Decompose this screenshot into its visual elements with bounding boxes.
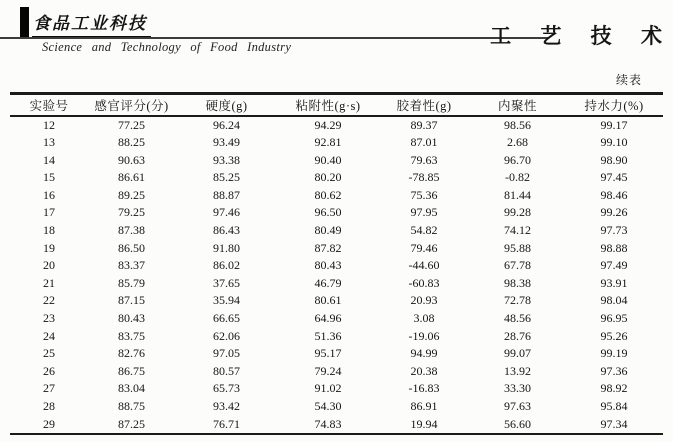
table-row [10,152,663,170]
table-cell: 96.95 [600,311,628,326]
table-cell: 96.50 [314,205,342,220]
table-cell: 64.96 [314,311,342,326]
column-header: 粘附性(g·s) [278,94,378,116]
table-cell: 98.88 [600,240,628,255]
table-cell: 91.02 [314,381,342,396]
table-cell: 54.30 [314,399,342,413]
table-cell: 88.75 [118,399,145,413]
table-cell: 80.20 [314,170,342,185]
table-cell: 15 [43,170,55,185]
column-header: 持水力(%) [565,94,663,116]
table-cell: 33.30 [504,381,531,396]
table-row [10,363,663,381]
section-title: 工 艺 技 术 [490,24,673,48]
table-cell: 86.02 [213,258,240,273]
table-cell: 86.43 [213,223,240,238]
table-cell: 28.76 [504,328,531,343]
table-row [10,416,663,435]
table-row [10,222,663,240]
table-cell: 93.38 [213,152,240,167]
table-cell: 13 [43,135,55,150]
table-cell: 29 [43,416,55,431]
table-cell: 91.80 [213,240,240,255]
table-cell: 89.25 [118,187,145,202]
table-cell: 93.91 [600,275,628,290]
table-body [10,116,663,435]
table-cell: 75.36 [410,187,438,202]
table-cell: 89.37 [410,117,438,132]
results-table [10,92,663,435]
column-header: 胶着性(g) [378,94,470,116]
table-cell: 97.63 [504,399,531,413]
logo-accent-bar [20,7,29,38]
table-cell: 90.40 [314,152,342,167]
table-cell: 48.56 [504,311,531,326]
table-cell: 72.78 [504,293,531,308]
table-cell: 97.95 [410,205,438,220]
table-cell: 12 [43,117,55,132]
table-row [10,257,663,275]
table-cell: 94.99 [410,346,438,361]
table-cell: 74.12 [504,223,531,238]
table-cell: 99.28 [504,205,531,220]
table-row [10,380,663,398]
table-cell: 92.81 [314,135,342,150]
table-cell: 87.15 [118,293,145,308]
table-cell: 97.49 [600,258,628,273]
table-cell: 98.46 [600,187,628,202]
table-cell: 97.73 [600,223,628,238]
table-cell: 85.79 [118,275,145,290]
table-cell: 98.92 [600,381,628,396]
table-cell: 79.24 [314,363,342,378]
table-cell: 26 [43,363,55,378]
table-cell: 80.61 [314,293,342,308]
journal-logo-en: Science and Technology of Food Industry [42,40,292,54]
table-cell: 87.25 [118,416,145,431]
continued-table-label: 续表 [615,73,642,87]
table-cell: 80.62 [314,187,342,202]
table-cell: -78.85 [408,170,440,185]
table-cell: 82.76 [118,346,145,361]
table-cell: 97.34 [600,416,628,431]
table-row [10,240,663,258]
masthead [0,0,673,62]
table-cell: 21 [43,275,55,290]
column-header: 硬度(g) [175,94,278,116]
table-cell: 14 [43,152,55,167]
table-cell: 79.46 [410,240,438,255]
table-cell: 93.42 [213,399,240,413]
table-cell: 25 [43,346,55,361]
table-cell: 22 [43,293,55,308]
table-cell: 62.06 [213,328,240,343]
table-row [10,204,663,222]
table-cell: 87.01 [410,135,438,150]
table-header [10,94,663,116]
table-cell: 67.78 [504,258,531,273]
table-cell: 20 [43,258,55,273]
table-cell: 76.71 [213,416,240,431]
table-cell: 93.49 [213,135,240,150]
table-cell: 20.38 [410,363,438,378]
table-cell: 56.60 [504,416,531,431]
table-cell: 80.43 [314,258,342,273]
table-row [10,345,663,363]
table-cell: 2.68 [507,135,528,150]
table-cell: 51.36 [314,328,342,343]
table-cell: 95.84 [600,399,628,413]
table-row [10,116,663,135]
table-cell: 98.56 [504,117,531,132]
table-cell: 37.65 [213,275,240,290]
table-cell: -0.82 [505,170,530,185]
table-cell: 99.17 [600,117,628,132]
table-cell: 24 [43,328,55,343]
table-cell: 97.45 [600,170,628,185]
table-cell: 23 [43,311,55,326]
column-header: 感官评分(分) [88,94,175,116]
table-cell: 88.87 [213,187,240,202]
table-cell: 95.26 [600,328,628,343]
table-cell: 90.63 [118,152,145,167]
table-row [10,292,663,310]
table-cell: 35.94 [213,293,240,308]
table-cell: 54.82 [410,223,438,238]
table-cell: 13.92 [504,363,531,378]
table-row [10,328,663,346]
table-cell: 18 [43,223,55,238]
table-cell: 86.61 [118,170,145,185]
table-cell: 46.79 [314,275,342,290]
table-cell: 99.07 [504,346,531,361]
table-cell: 86.91 [410,399,438,413]
table-cell: 99.19 [600,346,628,361]
table-cell: -19.06 [408,328,440,343]
table-cell: -60.83 [408,275,440,290]
table-cell: 95.17 [314,346,342,361]
table-cell: 28 [43,399,55,413]
table-header-row [10,94,663,116]
table-cell: 97.05 [213,346,240,361]
table-cell: 80.49 [314,223,342,238]
table-cell: -16.83 [408,381,440,396]
table-cell: 66.65 [213,311,240,326]
table-cell: 87.38 [118,223,145,238]
column-header: 实验号 [10,94,88,116]
table-row [10,134,663,152]
table-cell: 94.29 [314,117,342,132]
journal-logo-cn: 食品工业科技 [32,9,151,38]
table-cell: 19 [43,240,55,255]
table-cell: 83.75 [118,328,145,343]
table-cell: 96.70 [504,152,531,167]
table-cell: 80.57 [213,363,240,378]
table-row [10,275,663,293]
table-cell: 81.44 [504,187,531,202]
table-cell: 96.24 [213,117,240,132]
table-cell: 3.08 [413,311,435,326]
table-cell: 97.36 [600,363,628,378]
table-cell: 77.25 [118,117,145,132]
table-cell: 99.10 [600,135,628,150]
table-cell: 85.25 [213,170,240,185]
table-cell: 98.04 [600,293,628,308]
table-cell: 98.90 [600,152,628,167]
table-cell: 83.37 [118,258,145,273]
column-header: 内聚性 [470,94,565,116]
table-cell: 27 [43,381,55,396]
table-cell: 79.25 [118,205,145,220]
table-cell: 99.26 [600,205,628,220]
table-cell: -44.60 [408,258,440,273]
table-cell: 79.63 [410,152,438,167]
table-cell: 80.43 [118,311,145,326]
table-cell: 86.50 [118,240,145,255]
table-cell: 20.93 [410,293,438,308]
table-row [10,310,663,328]
table-cell: 17 [43,205,55,220]
table-cell: 19.94 [410,416,438,431]
masthead-rule [0,37,548,39]
table-cell: 87.82 [314,240,342,255]
table-cell: 83.04 [118,381,145,396]
table-row [10,187,663,205]
table-row [10,398,663,416]
table-cell: 98.38 [504,275,531,290]
table-cell: 95.88 [504,240,531,255]
table-cell: 16 [43,187,55,202]
table-cell: 88.25 [118,135,145,150]
table-row [10,169,663,187]
table-cell: 97.46 [213,205,240,220]
table-cell: 74.83 [314,416,342,431]
table-cell: 86.75 [118,363,145,378]
table-cell: 65.73 [213,381,240,396]
